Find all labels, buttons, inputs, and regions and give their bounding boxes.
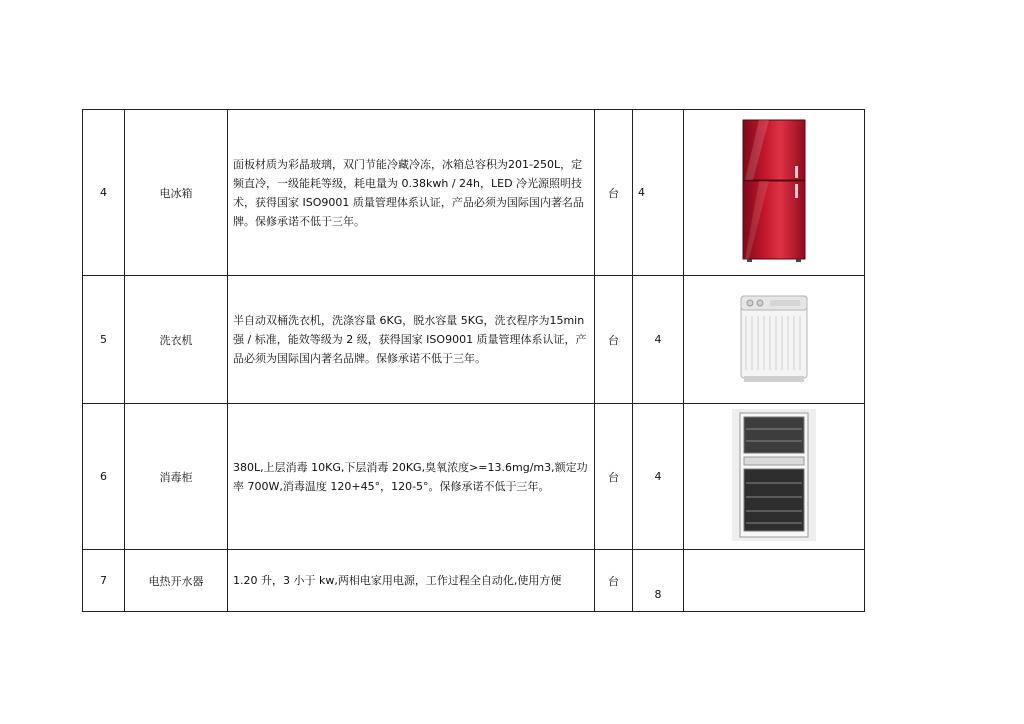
unit-cell: 台 [595,404,633,550]
quantity-cell: 4 [633,404,684,550]
quantity-cell: 8 [633,550,684,612]
refrigerator-image [739,118,809,267]
equipment-spec-table [82,109,865,612]
product-image-cell [684,110,865,276]
row-index: 6 [83,404,125,550]
table-row [83,404,865,550]
product-image-cell [684,550,865,612]
row-index: 4 [83,110,125,276]
table-row [83,110,865,276]
product-spec: 面板材质为彩晶玻璃，双门节能冷藏冷冻，冰箱总容积为201-250L，定频直冷，一级能耗等级，耗电量为 0.38kwh / 24h，LED 冷光源照明技术，获得国家 ISO9001 质量管理体系认证，产品必须为国际国内著名品牌。保修承诺不低于三年。 [228,110,595,276]
product-name: 电冰箱 [125,110,228,276]
product-image-cell [684,276,865,404]
quantity-cell: 4 [633,110,684,276]
product-name: 消毒柜 [125,404,228,550]
row-index: 5 [83,276,125,404]
product-name: 洗衣机 [125,276,228,404]
row-index: 7 [83,550,125,612]
product-name: 电热开水器 [125,550,228,612]
table-row [83,276,865,404]
product-spec: 380L,上层消毒 10KG,下层消毒 20KG,臭氧浓度>=13.6mg/m3,额定功率 700W,消毒温度 120+45°，120-5°。保修承诺不低于三年。 [228,404,595,550]
table-row [83,550,865,612]
unit-cell: 台 [595,550,633,612]
disinfection-cabinet-image [732,409,816,544]
unit-cell: 台 [595,110,633,276]
product-image-cell [684,404,865,550]
quantity-cell: 4 [633,276,684,404]
product-spec: 1.20 升，3 小于 kw,两相电家用电源，工作过程全自动化,使用方便 [228,550,595,612]
unit-cell: 台 [595,276,633,404]
product-spec: 半自动双桶洗衣机，洗涤容量 6KG，脱水容量 5KG，洗衣程序为15min强 / 标准，能效等级为 2 级，获得国家 ISO9001 质量管理体系认证，产品必须为国际国内著名品牌。保修承诺不低于三年。 [228,276,595,404]
washing-machine-image [738,290,810,389]
